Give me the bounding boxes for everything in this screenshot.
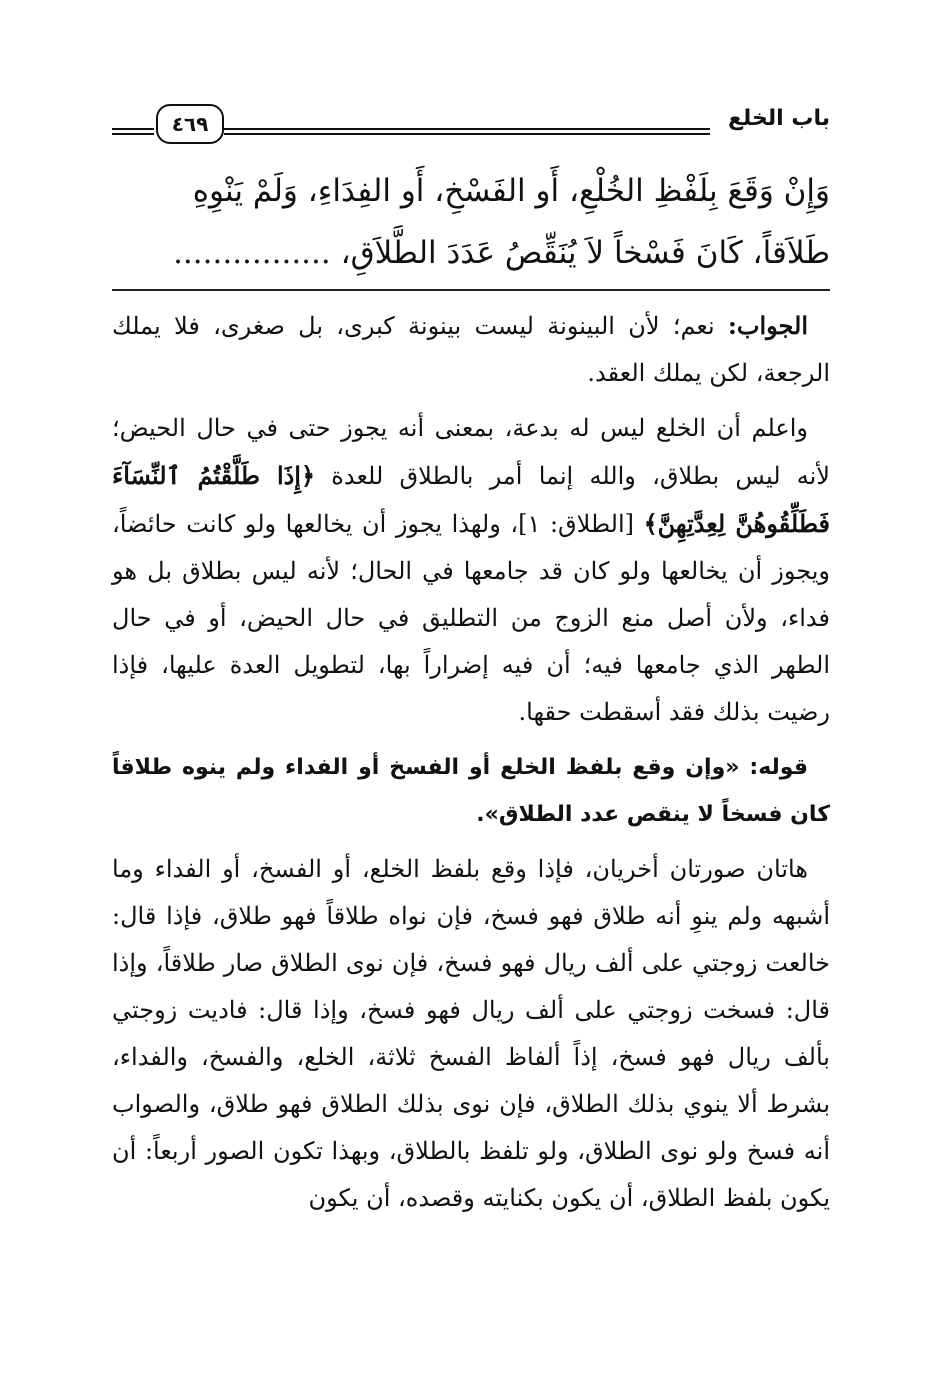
header-rule xyxy=(224,128,710,134)
paragraph-text: [الطلاق: ١]، ولهذا يجوز أن يخالعها ولو كانت حائضاً، ويجوز أن يخالعها ولو كان قد جامعها في الحال؛ لأنه ليس بطلاق بل هو فداء، ولأن أصل منع الزوج من التطليق في حال الحيض، أو في حال الطهر الذي جامعها فيه؛ أن فيه إضراراً بها، لتطويل العدة عليها، فإذا رضيت بذلك فقد أسقطت حقها. xyxy=(112,510,831,726)
page-header xyxy=(112,102,830,148)
page-number: ٤٦٩ xyxy=(156,104,224,144)
answer-text: نعم؛ لأن البينونة ليست بينونة كبرى، بل صغرى، فلا يملك الرجعة، لكن يملك العقد. xyxy=(112,312,830,387)
paragraph-text: هاتان صورتان أخريان، فإذا وقع بلفظ الخلع، أو الفسخ، أو الفداء وما أشبهه ولم ينوِ أنه طلاق فهو فسخ، فإن نواه طلاقاً فهو طلاق، فإذا قال: خالعت زوجتي على ألف ريال فهو فسخ، فإن نوى الطلاق صار طلاقاً، وإذا قال: فسخت زوجتي على ألف ريال فهو فسخ، وإذا قال: فاديت زوجتي بألف ريال فهو فسخ، إذاً ألفاظ الفسخ ثلاثة، الخلع، والفسخ، والفداء، بشرط ألا ينوي بذلك الطلاق، فإن نوى بذلك الطلاق فهو طلاق، والصواب أنه فسخ ولو نوى الطلاق، ولو تلفظ بالطلاق، وبهذا تكون الصور أربعاً: أن يكون بلفظ الطلاق، أن يكون بكنايته وقصده، أن يكون xyxy=(112,855,830,1212)
khul-ruling-paragraph xyxy=(112,405,830,736)
answer-label: الجواب: xyxy=(728,311,808,340)
quote-label: قوله: xyxy=(749,755,808,780)
quote-text: «وإن وقع بلفظ الخلع أو الفسخ أو الفداء ولم ينوه طلاقاً كان فسخاً لا ينقص عدد الطلاق». xyxy=(112,755,830,827)
answer-paragraph xyxy=(112,302,830,397)
header-rule-short xyxy=(112,128,154,134)
matn-divider xyxy=(112,289,830,291)
paragraph-text: واعلم أن الخلع ليس له بدعة، بمعنى أنه يجوز حتى في حال الحيض؛ لأنه ليس بطلاق، والله إنما أمر بالطلاق للعدة xyxy=(112,414,830,490)
quote-paragraph xyxy=(112,744,830,838)
commentary-body xyxy=(112,302,830,1230)
matn-text xyxy=(112,160,830,284)
matn-line: وَإِنْ وَقَعَ بِلَفْظِ الخُلْعِ، أَو الفَسْخِ، أَو الفِدَاءِ، وَلَمْ يَنْوِهِ xyxy=(192,173,830,209)
explanation-paragraph xyxy=(112,846,830,1222)
quran-verse: ﴿إِذَا طَلَّقْتُمُ ٱلنِّسَآءَ فَطَلِّقُوهُنَّ لِعِدَّتِهِنَّ﴾ xyxy=(112,461,830,538)
matn-line: طَلاَقاً، كَانَ فَسْخاً لاَ يُنَقِّصُ عَدَدَ الطَّلاَقِ، ................ xyxy=(173,235,830,271)
chapter-title: باب الخلع xyxy=(728,106,830,131)
